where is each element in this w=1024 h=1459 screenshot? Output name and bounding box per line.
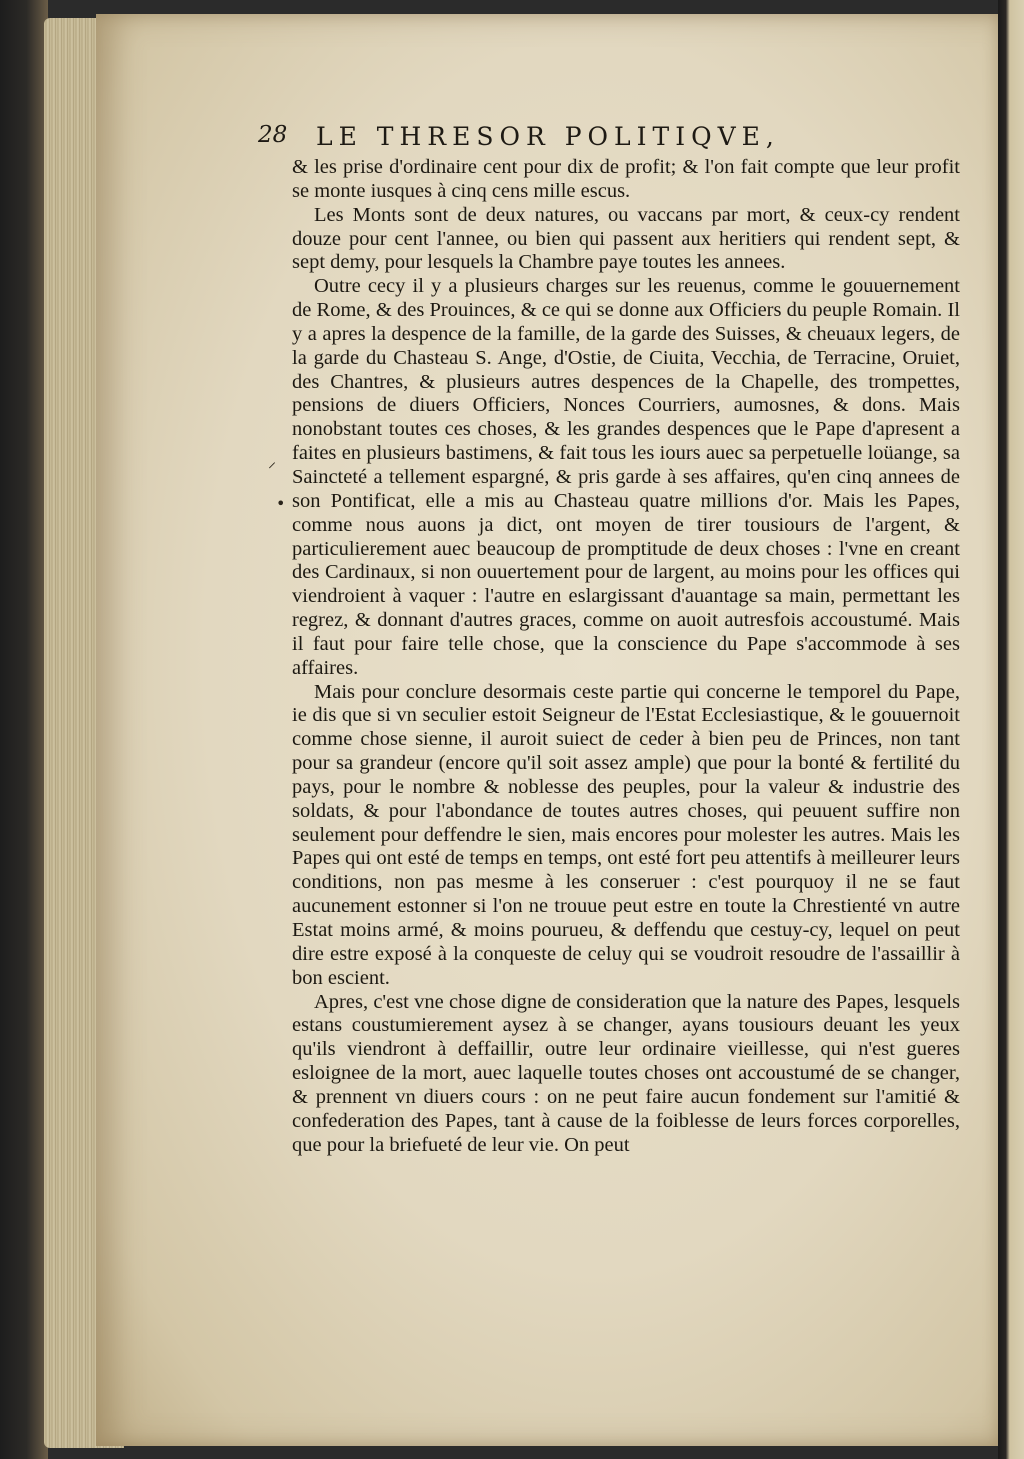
running-title: LE THRESOR POLITIQVE, [316,122,780,151]
paragraph-3: Outre cecy il y a plusieurs charges sur les reuenus, comme le gouuernement de Rome, & des Prouinces, & ce qui se donne aux Officiers du peuple Romain. Il y a apres la despence de la famille, de la garde des Suisses, & cheuaux legers, de la garde du Chasteau S. Ange, d'Ostie, de Ciuita, Vecchia, de Terracine, Oruiet, des Chantres, & plusieurs autres despences de la Chapelle, des trompettes, pensions de diuers Officiers, Nonces Courriers, aumosnes, & dons. Mais nonobstant toutes ces choses, & les grandes despences que le Pape d'apresent a faites en plusieurs bastimens, & fait tous les iours auec sa perpetuelle loüange, sa Saincteté a tellement espargné, & pris garde à ses affaires, qu'en cinq annees de son Pontificat, elle a mis au Chasteau quatre millions d'or. Mais les Papes, comme nous auons ja dict, ont moyen de tirer tousiours de l'argent, & particulierement auec beaucoup de promptitude de deux choses : l'vne en creant des Cardinaux, si non ouuertement pour de largent, au moins pour les offices qui viendroient à vaquer : l'autre en eslargissant d'auantage sa main, permettant les regrez, & donnant d'autres graces, comme on auoit autresfois accoustumé. Mais il faut pour faire telle chose, que la conscience du Pape s'accommode à ses affaires. [292,275,960,679]
page-number: 28 [258,122,288,148]
margin-mark-icon: ⸝ [268,452,277,471]
paragraph-4: Mais pour conclure desormais ceste partie qui concerne le temporel du Pape, ie dis que si vn seculier estoit Seigneur de l'Estat Ecclesiastique, & le gouuernoit comme chose sienne, il auroit suiect de ceder à bien peu de Princes, non tant pour sa grandeur (encore qu'il soit assez ample) que pour la bonté & fertilité du pays, pour le nombre & noblesse des peuples, pour la valeur & industrie des soldats, & pour l'abondance de toutes autres choses, qui peuuent suffire non seulement pour deffendre le sien, mais encores pour molester les autres. Mais les Papes qui ont esté de temps en temps, ont esté fort peu attentifs à meilleurer leurs conditions, non pas mesme à les conseruer : c'est pourquoy il ne se faut aucunement estonner si l'on ne trouue peut estre en toute la Chrestienté vn autre Estat moins armé, & moins pourueu, & deffendu que cestuy-cy, lequel on peut dire estre exposé à la conqueste de celuy qui se voudroit resoudre de l'assaillir à bon escient. [292,680,960,989]
book-binding [0,0,48,1459]
paragraph-2: Les Monts sont de deux natures, ou vaccans par mort, & ceux-cy rendent douze pour cent l'annee, ou bien qui passent aux heritiers qui rendent sept, & sept demy, pour lesquels la Chambre paye toutes les annees. [292,203,960,274]
paragraph-5: Apres, c'est vne chose digne de consideration que la nature des Papes, lesquels estans coustumierement aysez à se changer, ayans tousiours deuant les yeux qu'ils viendront à deffaillir, outre leur ordinaire vieillesse, qui n'est gueres esloignee de la mort, auec laquelle toutes choses ont accoustumé de se changer, & prennent vn diuers cours : on ne peut faire aucun fondement sur l'amitié & confederation des Papes, tant à cause de la foiblesse de leurs forces corporelles, que pour la briefueté de leur vie. On peut [292,990,960,1156]
body-text [292,156,960,1157]
paragraph-1: & les prise d'ordinaire cent pour dix de profit; & l'on fait compte que leur profit se monte iusques à cinq cens mille escus. [292,156,960,202]
adjacent-page-edge [998,0,1024,1459]
margin-dot-icon: • [276,494,286,513]
